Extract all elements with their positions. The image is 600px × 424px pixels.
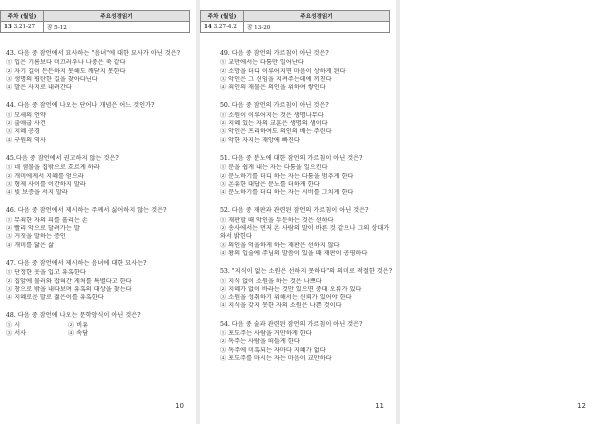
option: ① 포도주는 사람을 거만하게 한다 [220,330,312,338]
option: ② 송사에서는 먼저 온 사람의 말이 바른 것 같으나 그의 상대가 와서 밝힌다 [220,225,390,241]
option: ④ 왕의 입술에 주님의 말씀이 있을 때 재판이 공평하다 [220,249,368,257]
option-row [6,330,182,338]
question-text: 48. 다음 중 잠언에 나오는 문학양식이 아닌 것은? [6,312,141,320]
option: ① 교만에서는 다툼만 일어난다 [220,59,304,67]
option: ② 지혜가 없이 바라는 것만 있으면 중대 오류가 있다 [220,285,362,293]
week-date: 3.21-27 [13,24,36,30]
question-text: 51. 다음 중 분노에 대한 잠언의 가르침이 아닌 것은? [220,154,363,162]
option: ④ 분노하기를 더디 하는 자는 시비를 그치게 한다 [220,189,354,197]
question-45 [6,155,182,197]
option: ④ 개미를 닮은 삶 [6,241,54,249]
question-text: 47. 다음 중 잠언에서 제시하는 음녀에 대한 묘사는? [6,259,147,267]
question-54 [220,321,396,363]
reading-cell: 잠 13-20 [244,22,390,33]
question-text: 54. 다음 중 술과 관련된 잠언의 가르침이 아닌 것은? [220,320,363,328]
option: ③ 의인을 억울하게 하는 재판은 선하지 않다 [220,241,340,249]
week-cell [1,22,44,33]
week-number: 14 [204,24,212,30]
question-49 [220,50,396,92]
option: ① 네 샘물을 집밖으로 흐르게 하라 [6,164,100,172]
option: ② 집앞에 물러와 잡혀간 게처를 특별다고 한다 [6,277,132,285]
option: ③ 지혜 공경 [6,128,41,136]
option: ② 분노하기를 더디 하는 자는 다툼을 멈추게 한다 [220,172,354,180]
week-number: 13 [4,24,12,30]
reading-schedule-table [200,10,396,33]
question-47 [6,260,182,302]
option: ① 무죄한 자의 피를 흘리는 손 [6,216,88,224]
week-date: 3.27-4.2 [213,24,237,30]
option-row [6,322,182,330]
question-51 [220,155,396,197]
option: ③ 소원을 성취하기 위해서는 신뢰가 있어야 한다 [220,294,352,302]
option: ③ 생명의 평탄한 길을 찾아다닌다 [6,75,98,83]
option: ② 개미에게서 지혜를 얻으라 [6,172,84,180]
option: ④ 빚 보증을 서지 말라 [6,189,68,197]
option: ① 분을 쉽게 내는 자는 다툼을 일으킨다 [220,164,328,172]
header-week-label: 주차 (월일) [201,11,244,22]
option: ① 모세의 언약 [6,111,47,119]
option: ② 빨리 악으로 달려가는 발 [6,225,80,233]
option: ② 비유 [68,321,89,329]
week-cell [201,22,244,33]
question-text: 49. 다음 중 잠언의 가르침이 아닌 것은? [220,50,329,57]
question-list [6,50,182,348]
option: ④ 포도주를 마시는 자는 마음이 교만하다 [220,354,332,362]
page-number: 10 [175,402,184,410]
option: ③ 창으로 밖을 내다보며 유혹의 대상을 찾는다 [6,285,132,293]
option: ③ 독주에 미혹되는 자마다 지혜가 없다 [220,346,326,354]
option: ④ 악한 자지는 재앙에 빠진다 [220,136,300,144]
question-text: 52. 다음 중 재판과 관련된 잠언의 가르침이 아닌 것은? [220,207,369,215]
option: ① 입은 기름보다 미끄러우나 나중은 쑥 같다 [6,59,126,67]
reading-cell: 잠 5-12 [44,22,190,33]
option: ③ 형제 사이를 이간하지 말라 [6,180,86,188]
option: ④ 죄인의 재물은 의인을 위하여 쌓인다 [220,84,326,92]
page-10 [0,0,196,424]
option: ① 재판할 때 악인을 두둔하는 것은 선하다 [220,216,334,224]
option: ① 시 [6,321,21,329]
header-reading-label: 주요성경읽기 [244,11,390,22]
question-text: 45.다음 중 잠언에서 권고하지 않는 것은? [6,154,119,162]
question-48 [6,312,182,338]
question-text: 53. "지식이 없는 소원은 선하지 못하다"의 의미로 적절한 것은? [220,268,393,276]
option: ② 소망을 더디 이루어지면 마음이 상하게 된다 [220,67,346,75]
option: ① 지식 없이 소원을 하는 것은 나쁘다 [220,277,322,285]
option: ④ 속담 [68,330,89,338]
option: ③ 악인은 그 신임을 지켜주는데에 끼친다 [220,75,332,83]
option: ④ 구원의 역사 [6,136,47,144]
question-52 [220,207,396,258]
question-46 [6,207,182,249]
question-text: 44. 다음 중 잠언에 나오는 단어나 개념은 어느 것인가? [6,102,155,110]
option: ④ 발은 사지로 내려간다 [6,84,72,92]
question-43 [6,50,182,92]
option: ① 단정한 옷을 입고 유혹한다 [6,269,86,277]
question-50 [220,102,396,144]
page-number: 12 [577,402,586,410]
option: ④ 지혜로운 말로 젊은이를 유혹한다 [6,294,104,302]
question-list [220,50,396,373]
page-12 [400,0,600,424]
reading-schedule-table [0,10,196,33]
page-11 [200,0,396,424]
option: ③ 거짓을 말하는 증인 [6,233,66,241]
question-44 [6,102,182,144]
option: ② 독주는 사람을 떠들게 한다 [220,338,300,346]
option: ③ 악인은 프리하여도 의인의 배는 주린다 [220,128,332,136]
page-number: 11 [375,402,384,410]
header-reading-label: 주요성경읽기 [44,11,190,22]
option: ② 지혜 있는 자의 교훈은 생명의 샘이다 [220,120,328,128]
option: ③ 온유한 대답은 분노를 더하게 한다 [220,180,320,188]
option: ① 소원이 이루어지는 것은 생명나무다 [220,111,324,119]
question-text: 43. 다음 중 잠언에서 묘사하는 "음녀"에 대한 묘사가 아닌 것은? [6,50,181,57]
option: ② 자기 길이 든든하지 못해도 깨닫지 못한다 [6,67,126,75]
option: ② 출애굽 사건 [6,120,47,128]
question-53 [220,268,396,310]
question-text: 50. 다음 중 잠언의 가르침이 아닌 것은? [220,102,329,110]
question-text: 46. 다음 중 잠언에서 제시하는 주께서 싫어하지 않는 것은? [6,207,167,215]
header-week-label: 주차 (월일) [1,11,44,22]
option: ④ 지식을 갖지 못한 자의 소원은 나쁜 것이다 [220,302,342,310]
option: ③ 서사 [6,330,27,338]
